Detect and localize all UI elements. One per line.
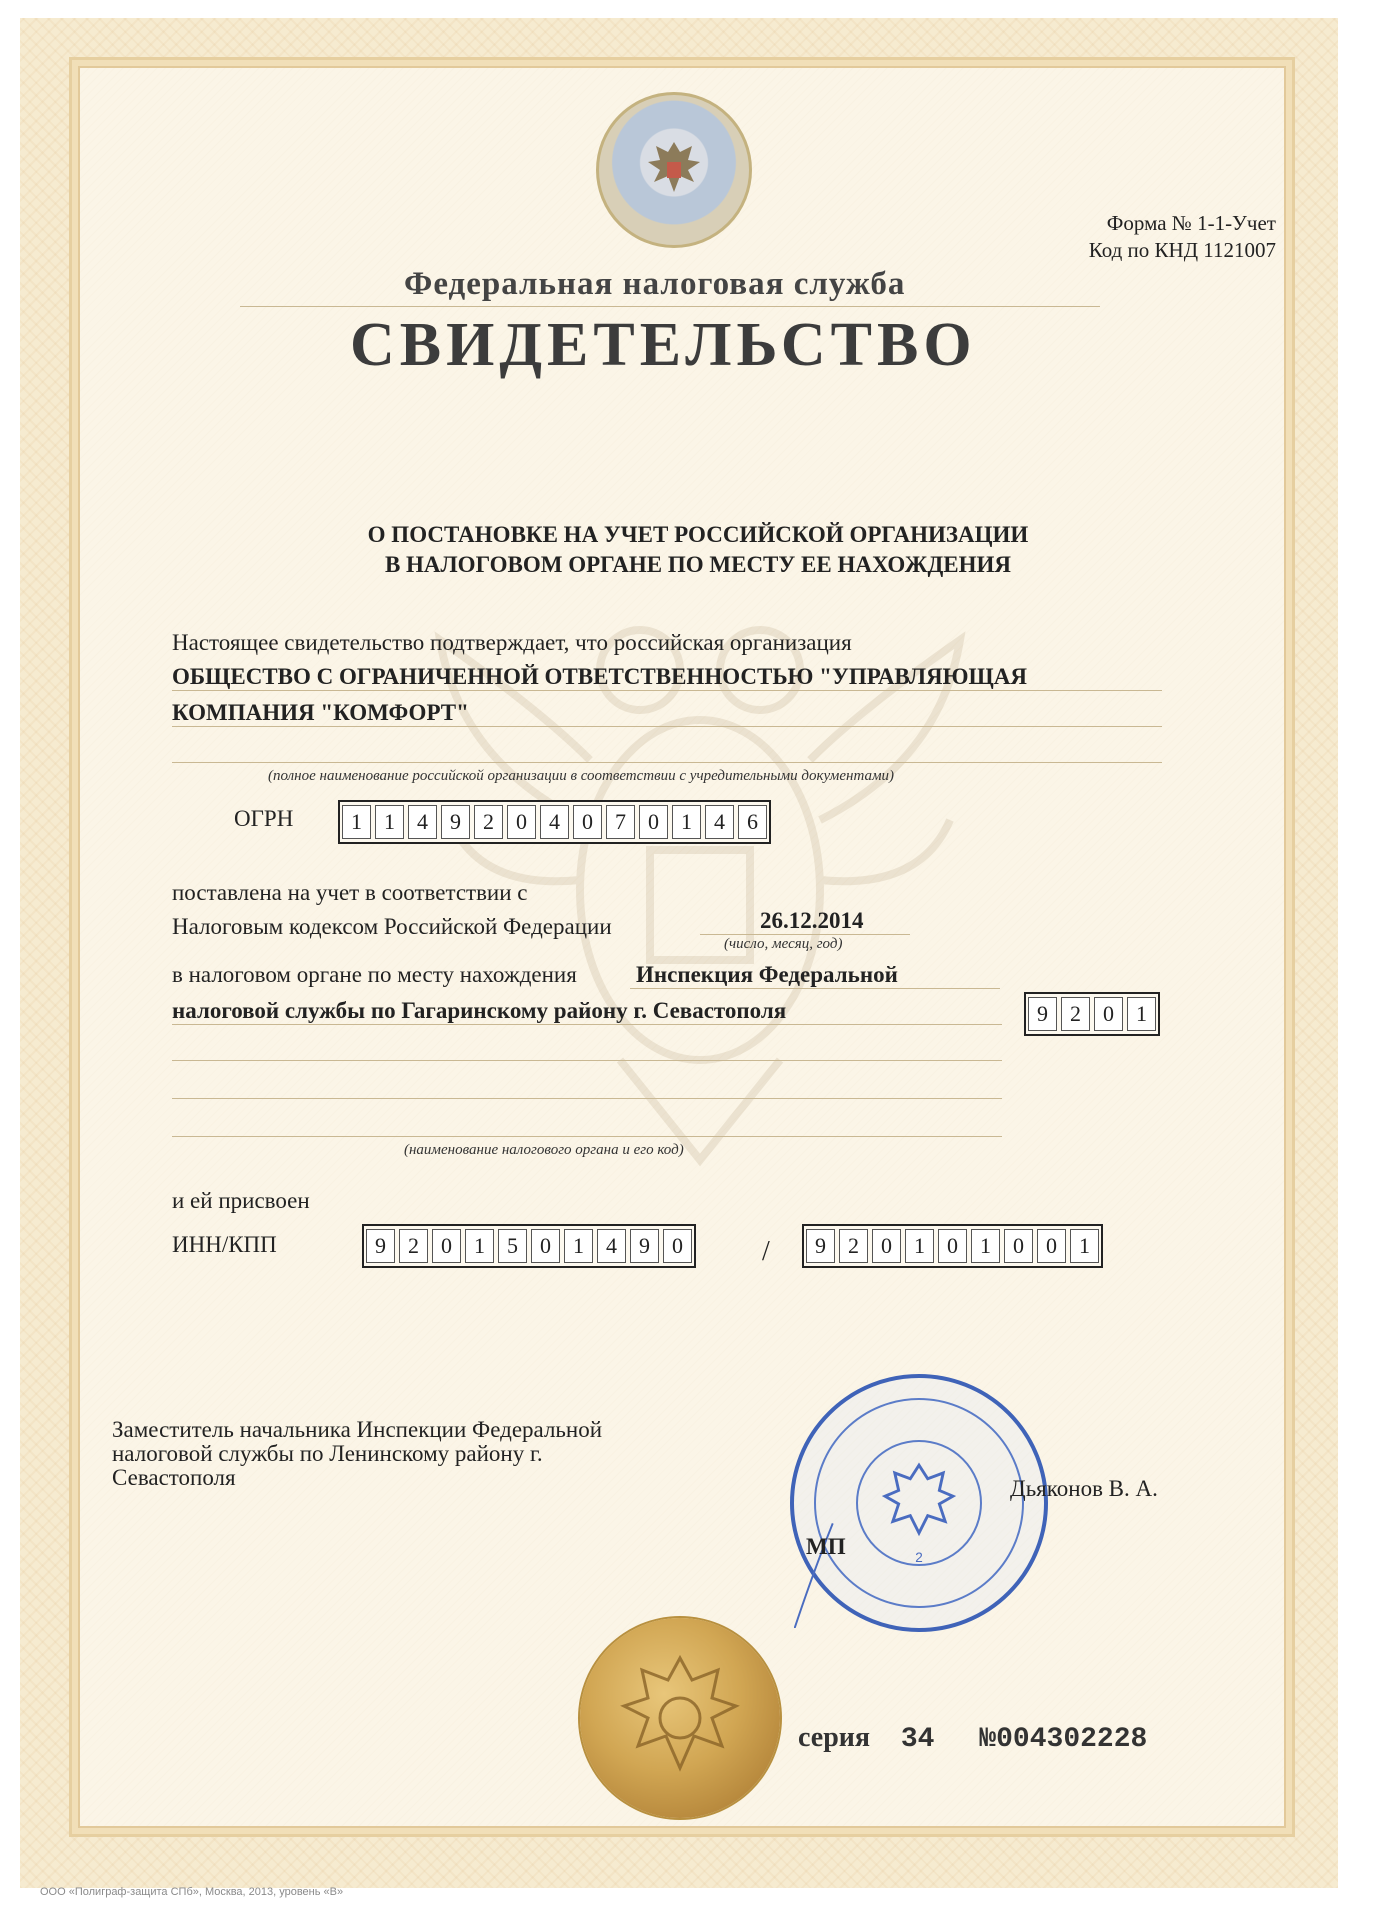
inn-digit: 4 [597, 1229, 626, 1263]
gold-seal [580, 1618, 780, 1818]
series-label: серия [798, 1722, 871, 1753]
inn-digit-boxes [362, 1224, 696, 1268]
date-rule [700, 934, 910, 935]
position-line-2: налоговой службы по Ленинскому району г. [112, 1441, 543, 1466]
authority-rule-2 [172, 1024, 1002, 1025]
number-label: № [979, 1724, 997, 1755]
org-name-rule-1 [172, 690, 1162, 691]
inn-digit: 1 [465, 1229, 494, 1263]
svg-text:2: 2 [915, 1550, 923, 1566]
ogrn-digit: 0 [573, 805, 602, 839]
inn-digit: 2 [399, 1229, 428, 1263]
series-value: 34 [900, 1724, 935, 1755]
signatory-name: Дьяконов В. А. [1010, 1476, 1158, 1501]
kpp-digit: 1 [905, 1229, 934, 1263]
authority-code-digit: 0 [1094, 997, 1123, 1031]
ogrn-digit: 0 [507, 805, 536, 839]
authority-rule-1 [630, 988, 1000, 989]
kpp-digit: 2 [839, 1229, 868, 1263]
ogrn-digit: 1 [672, 805, 701, 839]
authority-rule-5 [172, 1136, 1002, 1137]
authority-code-digit: 2 [1061, 997, 1090, 1031]
org-name-rule-3 [172, 762, 1162, 763]
registration-line-1: поставлена на учет в соответствии с [172, 880, 528, 905]
position-line-3: Севастополя [112, 1465, 236, 1490]
ogrn-digit: 4 [408, 805, 437, 839]
inn-digit: 1 [564, 1229, 593, 1263]
org-intro-text: Настоящее свидетельство подтверждает, что российская организация [172, 630, 852, 655]
eagle-icon [634, 130, 714, 210]
form-no-label: Форма № 1-1-Учет [1106, 211, 1276, 235]
ogrn-digit: 1 [342, 805, 371, 839]
date-caption: (число, месяц, год) [724, 936, 843, 952]
kpp-digit: 0 [938, 1229, 967, 1263]
ogrn-digit: 4 [705, 805, 734, 839]
ogrn-digit: 7 [606, 805, 635, 839]
inn-assigned-text: и ей присвоен [172, 1188, 310, 1213]
authority-intro: в налоговом органе по месту нахождения [172, 962, 577, 987]
ogrn-digit: 4 [540, 805, 569, 839]
inn-digit: 0 [432, 1229, 461, 1263]
serial-number [798, 1722, 1147, 1755]
kpp-digit: 1 [1070, 1229, 1099, 1263]
ogrn-digit: 0 [639, 805, 668, 839]
ogrn-digit: 2 [474, 805, 503, 839]
authority-rule-3 [172, 1060, 1002, 1061]
inn-digit: 0 [531, 1229, 560, 1263]
registration-date: 26.12.2014 [760, 908, 864, 933]
authority-code-digit: 9 [1028, 997, 1057, 1031]
org-name-line-2: КОМПАНИЯ "КОМФОРТ" [172, 700, 469, 725]
registration-line-2: Налоговым кодексом Российской Федерации [172, 914, 612, 939]
inn-kpp-label: ИНН/КПП [172, 1232, 277, 1257]
kpp-digit: 1 [971, 1229, 1000, 1263]
stamp-emblem-icon [794, 1378, 1044, 1628]
stamp-place-label: МП [806, 1534, 846, 1559]
seal-eagle-icon [580, 1618, 780, 1818]
position-line-1: Заместитель начальника Инспекции Федеральной [112, 1417, 603, 1442]
inn-digit: 9 [366, 1229, 395, 1263]
inn-digit: 5 [498, 1229, 527, 1263]
authority-name-line-1: Инспекция Федеральной [636, 962, 898, 987]
number-value: 004302228 [996, 1724, 1148, 1755]
kpp-digit: 0 [1037, 1229, 1066, 1263]
subtitle-line-1: О ПОСТАНОВКЕ НА УЧЕТ РОССИЙСКОЙ ОРГАНИЗАЦИИ [367, 522, 1029, 547]
ogrn-label: ОГРН [234, 806, 294, 831]
official-stamp [790, 1374, 1048, 1632]
ogrn-digit-boxes [338, 800, 771, 844]
authority-code-digit: 1 [1127, 997, 1156, 1031]
org-name-caption: (полное наименование российской организации в соответствии с учредительными документами) [268, 768, 895, 784]
signatory-position [112, 1418, 602, 1490]
issuing-authority: Федеральная налоговая служба [404, 266, 906, 302]
knd-code-label: Код по КНД 1121007 [1088, 238, 1276, 262]
header-rule [240, 306, 1100, 307]
page-title: СВИДЕТЕЛЬСТВО [350, 311, 977, 379]
inn-digit: 9 [630, 1229, 659, 1263]
inn-kpp-separator: / [762, 1236, 770, 1267]
ogrn-digit: 9 [441, 805, 470, 839]
kpp-digit: 0 [1004, 1229, 1033, 1263]
ogrn-digit: 6 [738, 805, 767, 839]
printer-footer: ООО «Полиграф-защита СПб», Москва, 2013, уровень «В» [40, 1886, 344, 1898]
hologram-emblem [596, 92, 752, 248]
authority-rule-4 [172, 1098, 1002, 1099]
authority-name-line-2: налоговой службы по Гагаринскому району г. Севастополя [172, 998, 787, 1023]
form-number [1089, 210, 1276, 264]
org-name-line-1: ОБЩЕСТВО С ОГРАНИЧЕННОЙ ОТВЕТСТВЕННОСТЬЮ "УПРАВЛЯЮЩАЯ [172, 664, 1028, 689]
authority-caption: (наименование налогового органа и его код) [404, 1142, 684, 1158]
inn-digit: 0 [663, 1229, 692, 1263]
kpp-digit-boxes [802, 1224, 1103, 1268]
ogrn-digit: 1 [375, 805, 404, 839]
kpp-digit: 9 [806, 1229, 835, 1263]
subtitle-line-2: В НАЛОГОВОМ ОРГАНЕ ПО МЕСТУ ЕЕ НАХОЖДЕНИЯ [384, 552, 1012, 577]
org-name-rule-2 [172, 726, 1162, 727]
kpp-digit: 0 [872, 1229, 901, 1263]
authority-code-boxes [1024, 992, 1160, 1036]
